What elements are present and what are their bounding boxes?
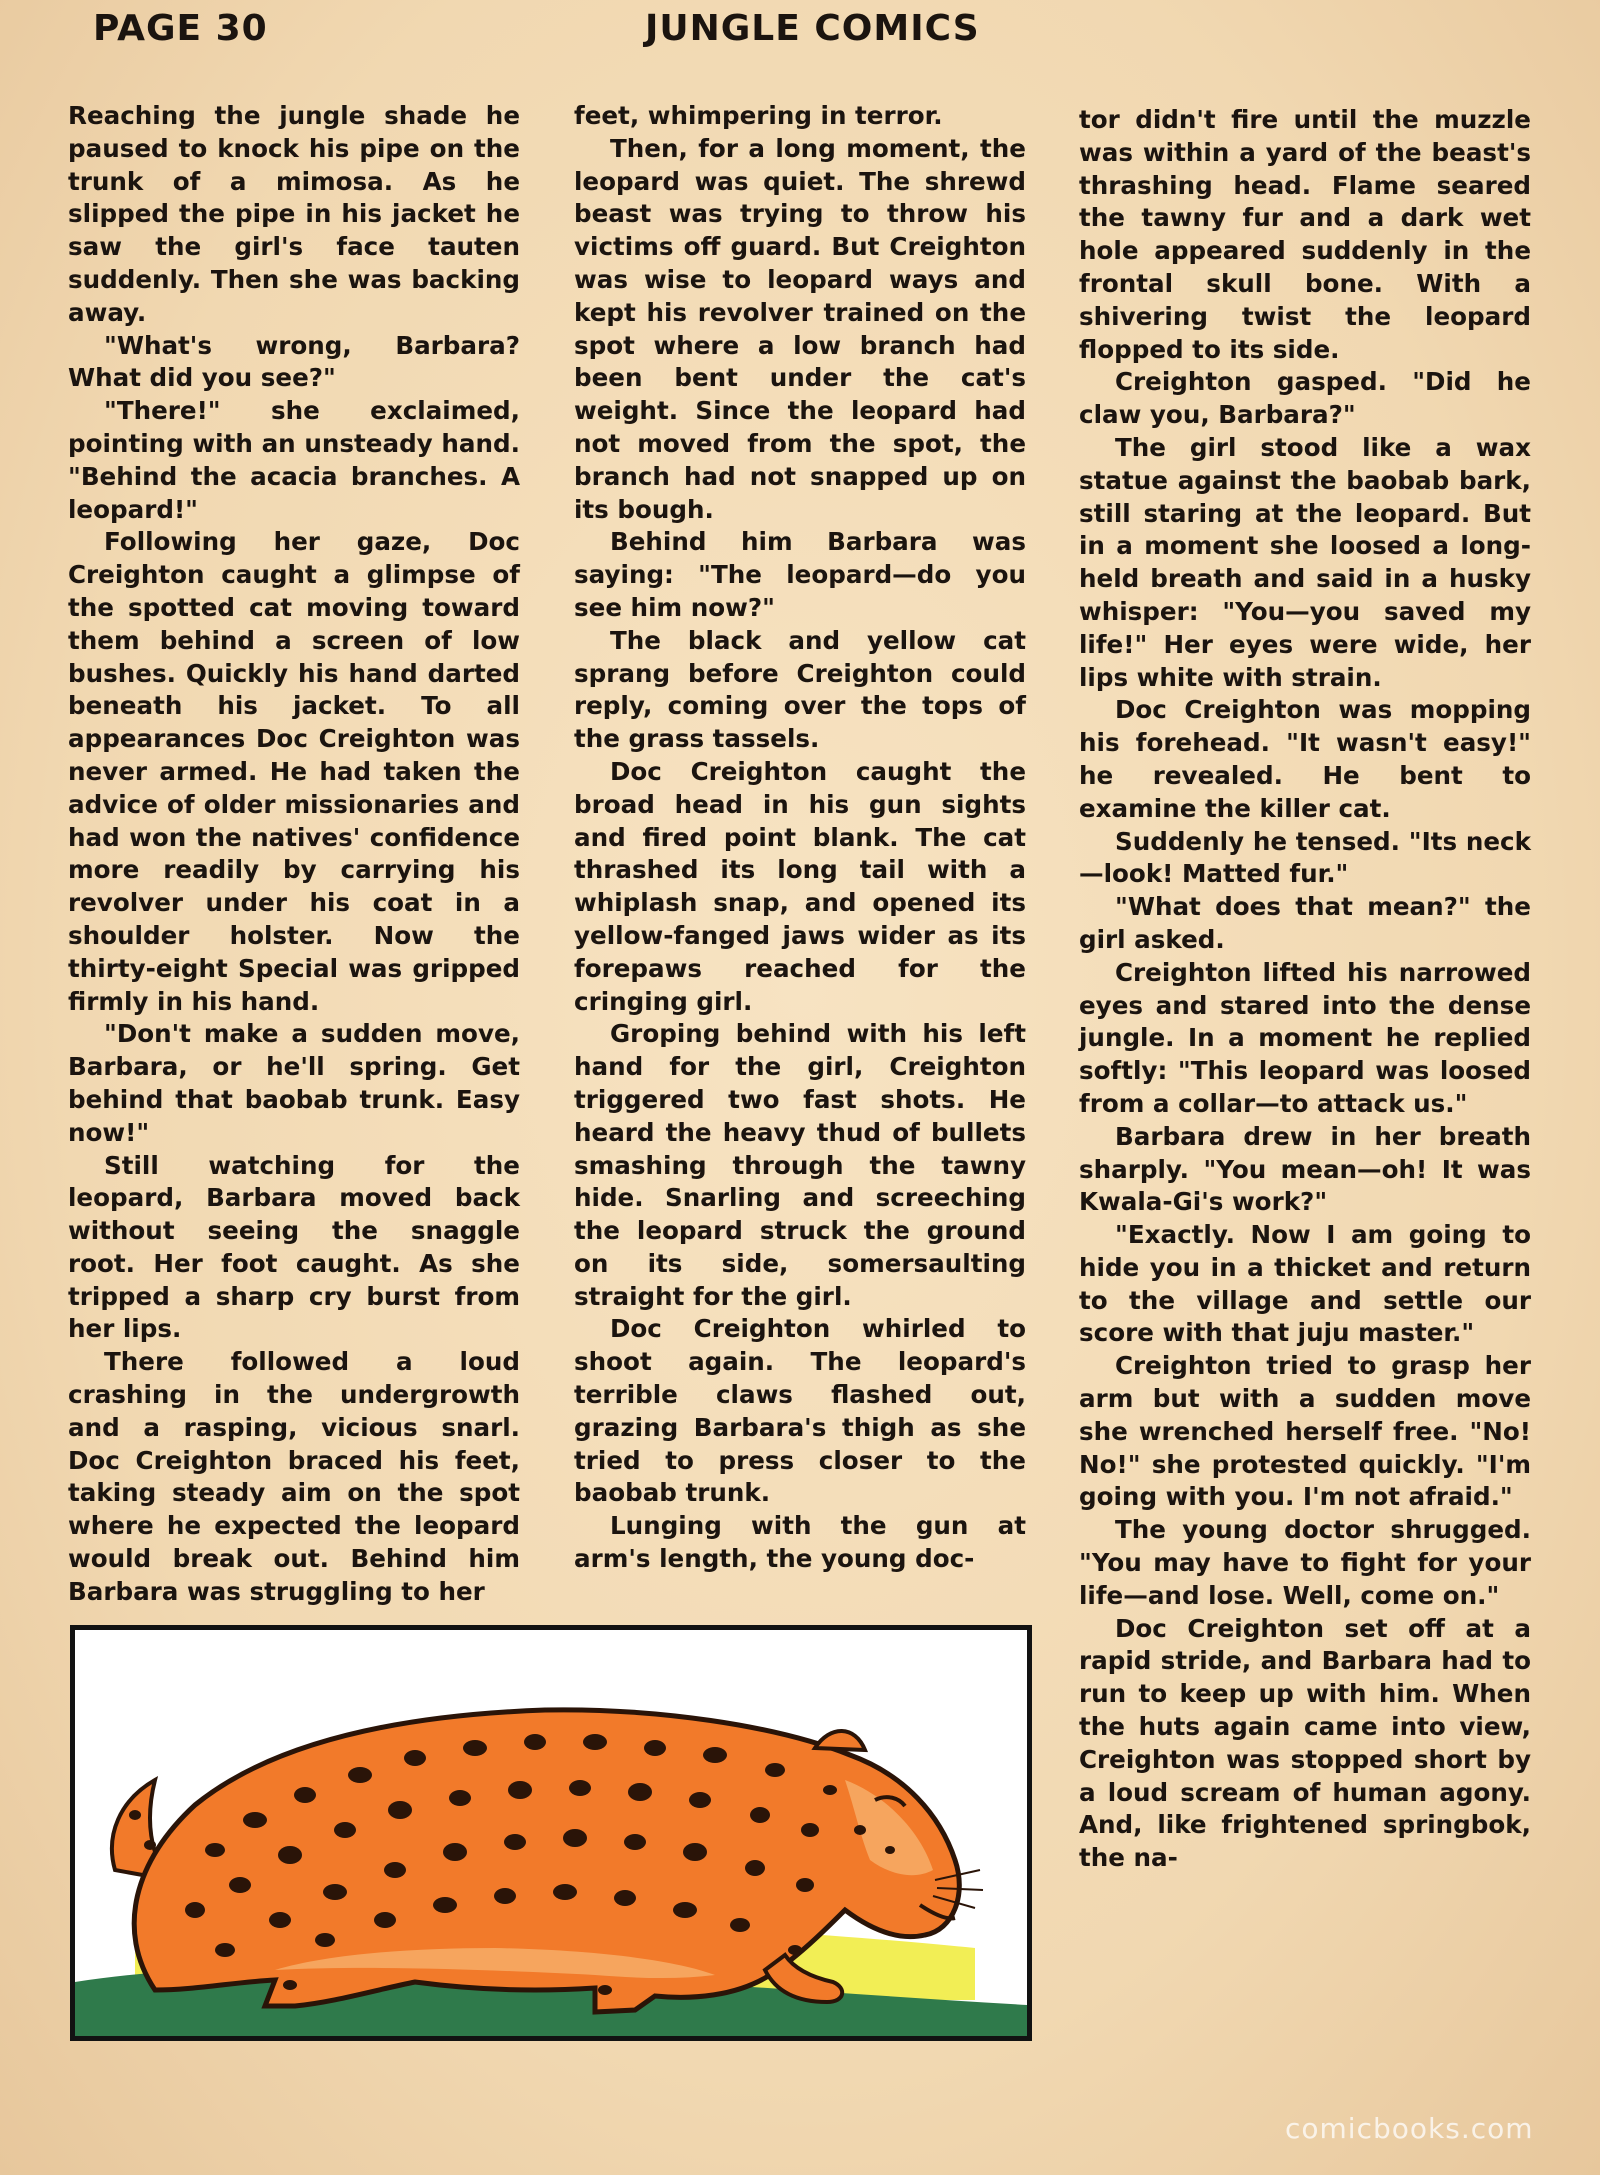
paragraph: The girl stood like a wax statue against the baobab bark, still staring at the leopard. But in a moment she loosed a long-held breath and said in a husky whisper: "You—you saved my life!" Her eyes were wide, her lips white with strain. [1079,432,1531,692]
text-column-2 [574,100,1026,1576]
paragraph: Creighton tried to grasp her arm but with a sudden move she wrenched herself free. "No! No!" she protested quickly. "I'm going with you. I'm not afraid." [1079,1351,1531,1512]
paragraph: feet, whimpering in terror. [574,101,943,130]
paragraph: Reaching the jungle shade he paused to knock his pipe on the trunk of a mimosa. As he slipped the pipe in his jacket he saw the girl's face tauten suddenly. Then she was backing away. [68,101,520,327]
paragraph: There followed a loud crashing in the undergrowth and a rasping, vicious snarl. Doc Creighton braced his feet, taking steady aim on the spot where he expected the leopard would break out. Behind him Barbara was struggling to her [68,1347,520,1606]
paragraph: Then, for a long moment, the leopard was quiet. The shrewd beast was trying to throw his victims off guard. But Creighton was wise to leopard ways and kept his revolver trained on the spot where a low branch had been bent under the cat's weight. Since the leopard had not moved from the spot, the branch had not snapped up on its bough. [574,133,1026,524]
paragraph: Groping behind with his left hand for the girl, Creighton triggered two fast shots. He heard the heavy thud of bullets smashing through the tawny hide. Snarling and screeching the leopard struck the ground on its side, somersaulting straight for the girl. [574,1019,1026,1311]
leopard-drawing [75,1630,1027,2036]
paragraph: Doc Creighton was mopping his forehead. "It wasn't easy!" he revealed. He bent to examine the killer cat. [1079,695,1531,823]
magazine-title: JUNGLE COMICS [645,8,980,49]
paragraph: Doc Creighton caught the broad head in his gun sights and fired point blank. The cat thrashed its long tail with a whiplash snap, and opened its yellow-fanged jaws wider as its forepaws reached for the cringing girl. [574,756,1026,1016]
text-column-3 [1079,104,1531,1875]
paragraph: Suddenly he tensed. "Its neck—look! Matted fur." [1079,826,1531,889]
page-header [90,4,1560,56]
page-number: PAGE 30 [93,8,268,49]
text-column-1 [68,100,520,1609]
paragraph: "There!" she exclaimed, pointing with an unsteady hand. "Behind the acacia branches. A leopard!" [68,396,520,524]
paragraph: Creighton gasped. "Did he claw you, Barbara?" [1079,367,1531,430]
paragraph: "What's wrong, Barbara? What did you see?" [68,330,520,393]
paragraph: "Exactly. Now I am going to hide you in a thicket and return to the village and settle our score with that juju master." [1079,1220,1531,1348]
paragraph: Lunging with the gun at arm's length, the young doc- [574,1511,1026,1574]
paragraph: "What does that mean?" the girl asked. [1079,892,1531,954]
paragraph: The black and yellow cat sprang before Creighton could reply, coming over the tops of the grass tassels. [574,625,1026,754]
paragraph: Creighton lifted his narrowed eyes and stared into the dense jungle. In a moment he replied softly: "This leopard was loosed from a collar—to attack us." [1079,957,1531,1118]
paragraph: Doc Creighton set off at a rapid stride, and Barbara had to run to keep up with him. When the huts again came into view, Creighton was stopped short by a loud scream of human agony. And, like frightened springbok, the na- [1079,1613,1531,1873]
paragraph: Doc Creighton whirled to shoot again. The leopard's terrible claws flashed out, grazing Barbara's thigh as she tried to press closer to the baobab trunk. [574,1314,1026,1508]
paragraph: Behind him Barbara was saying: "The leopard—do you see him now?" [574,527,1026,622]
paragraph: The young doctor shrugged. "You may have to fight for your life—and lose. Well, come on." [1079,1515,1531,1610]
paragraph: Still watching for the leopard, Barbara moved back without seeing the snaggle root. Her foot caught. As she tripped a sharp cry burst from her lips. [68,1150,520,1344]
paragraph: Following her gaze, Doc Creighton caught a glimpse of the spotted cat moving toward them behind a screen of low bushes. Quickly his hand darted beneath his jacket. To all appearances Doc Creighton was never armed. He had taken the advice of older missionaries and had won the natives' confidence more readily by carrying his revolver under his coat in a shoulder holster. Now the thirty-eight Special was gripped firmly in his hand. [68,527,520,1016]
paragraph: Barbara drew in her breath sharply. "You mean—oh! It was Kwala-Gi's work?" [1079,1121,1531,1217]
paragraph: "Don't make a sudden move, Barbara, or he'll spring. Get behind that baobab trunk. Easy now!" [68,1019,520,1147]
leopard-illustration [70,1625,1032,2041]
paragraph: tor didn't fire until the muzzle was within a yard of the beast's thrashing head. Flame seared the tawny fur and a dark wet hole appeared suddenly in the frontal skull bone. With a shivering twist the leopard flopped to its side. [1079,105,1531,364]
watermark: comicbooks.com [1285,2112,1534,2145]
